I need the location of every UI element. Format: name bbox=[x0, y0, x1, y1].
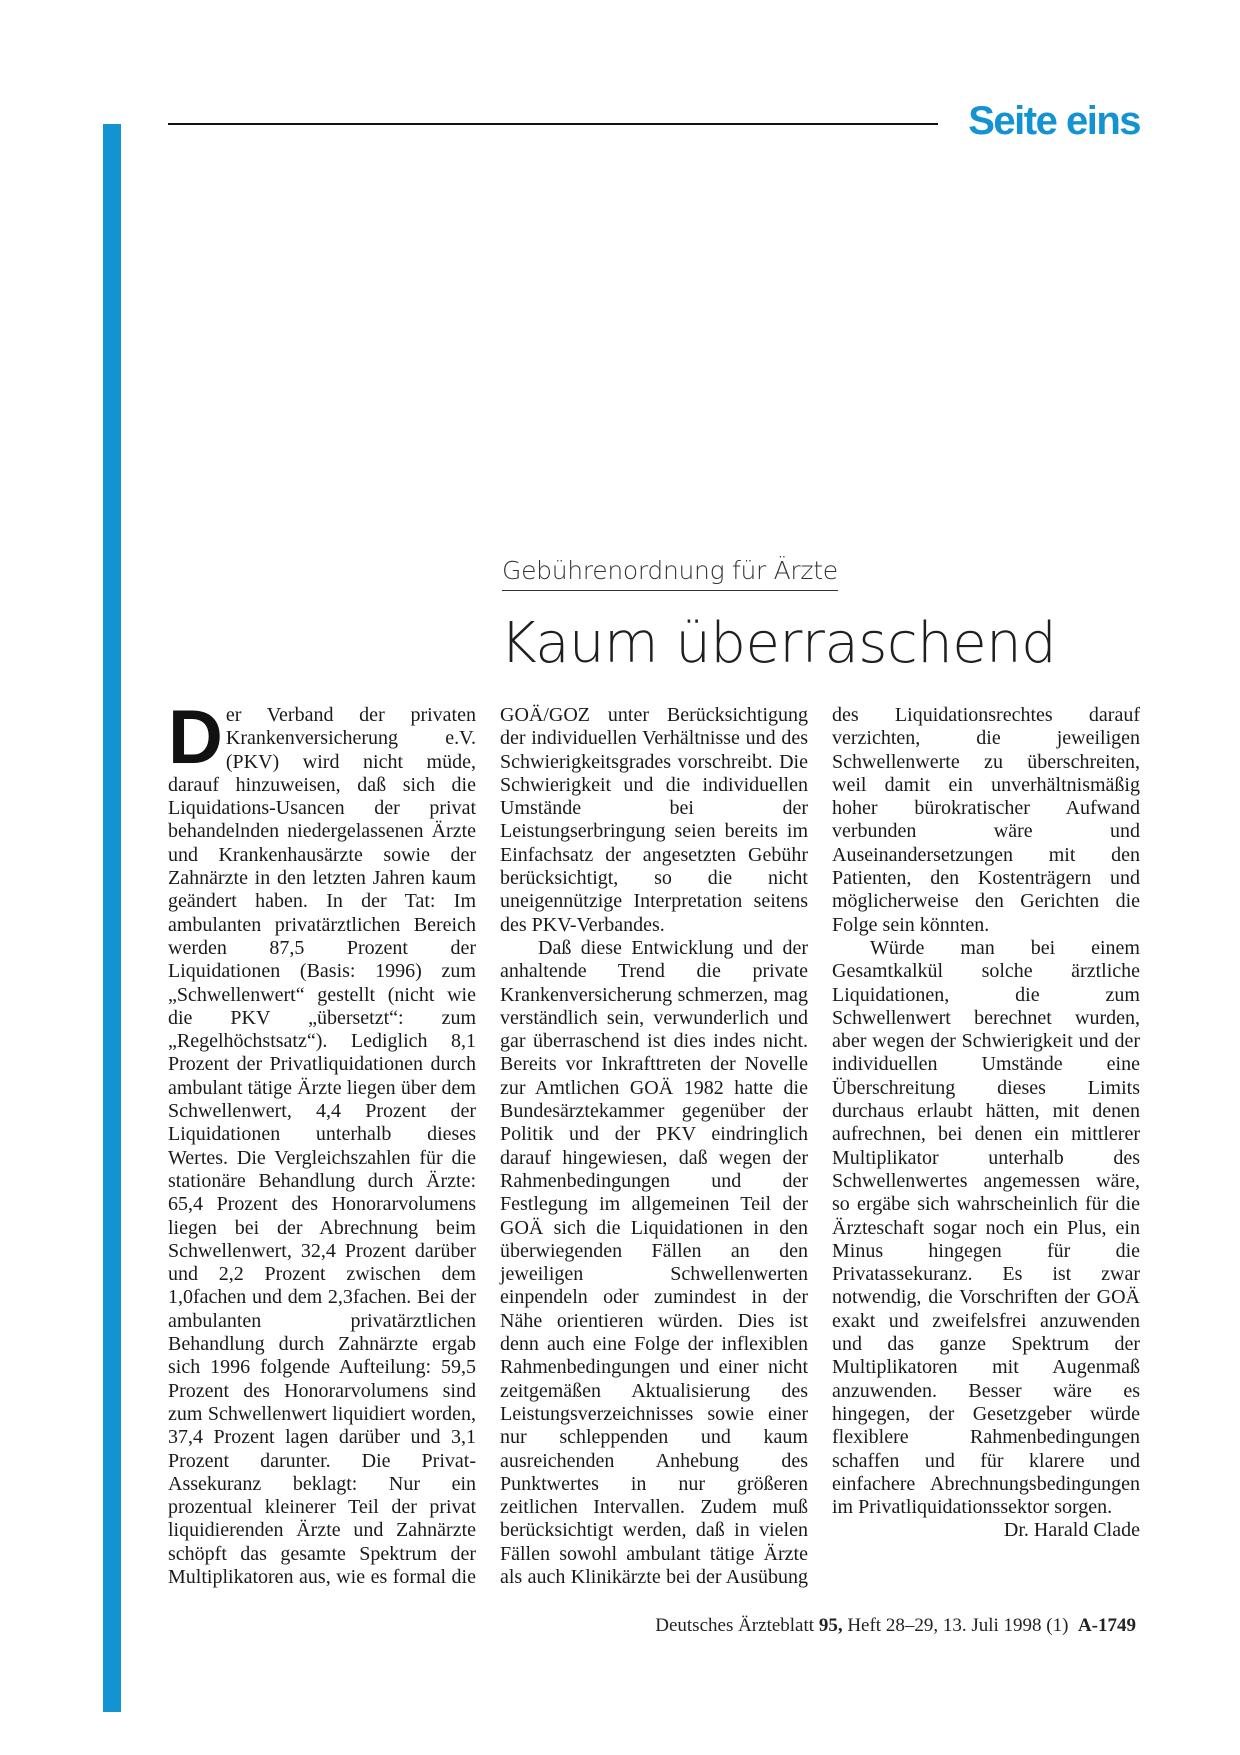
article-headline: Kaum überraschend bbox=[500, 611, 1057, 676]
article-body bbox=[168, 695, 1140, 1594]
journal-volume: 95, bbox=[818, 1615, 843, 1636]
drop-cap: D bbox=[168, 695, 221, 780]
paragraph-text: er Verband der privaten Krankenversicherung e.V. (PKV) wird nicht müde, darauf hinzuweisen, daß sich die Liquidations-Usancen der privat behandelnden niedergelassenen Ärzte und Krankenhausärzte sowie der Zahnärzte in den letzten Jahren kaum geändert haben. In der Tat: Im ambulanten privatärztlichen Bereich werden 87,5 Prozent der Liquidationen (Basis: 1996) zum „Schwellenwert“ gestellt (nicht wie die PKV „übersetzt“: zum „Regelhöchstsatz“). Lediglich 8,1 Prozent der Privatliquidationen durch ambulant tätige Ärzte liegen über dem Schwellenwert, 4,4 Prozent der Liquidationen unterhalb dieses Wertes. Die Vergleichszahlen für die stationäre Behandlung durch Ärzte: 65,4 Prozent des Honorarvolumens liegen bei der Abrechnung beim Schwellenwert, 32,4 Prozent darüber und 2,2 Prozent zwischen dem 1,0fachen und dem 2,3fachen. Bei der ambulanten privatärztlichen Behandlung durch Zahnärzte ergab sich 1996 folgende Aufteilung: 59,5 Prozent des Honorarvolumens sind zum Schwellenwert liquidiert worden, 37,4 Prozent lagen darüber und 3,1 Prozent darunter. Die Privat-Assekuranz beklagt: Nur ein prozentual kleinerer Teil der privat liquidierenden Ärzte und Zahnärzte schöpft das gesamte Spektrum der Multiplikatoren aus, wie es formal die GOÄ/GOZ unter Berücksichtigung der individuellen Verhältnisse und des Schwierigkeitsgrades vorschreibt. Die Schwierigkeit und die individuellen Umstände bei der Leistungserbringung seien bereits im Einfachsatz der angesetzten Gebühr berücksichtigt, so die nicht uneigennützige Interpretation seitens des PKV-Verbandes. bbox=[168, 704, 808, 1588]
section-label: Seite eins bbox=[968, 99, 1140, 143]
article-paragraph bbox=[832, 936, 1140, 1542]
accent-bar bbox=[103, 124, 121, 1712]
paragraph-text: Daß diese Entwicklung und der anhaltende Trend die private Krankenversicherung schmerzen, mag verständlich sein, verwunderlich und gar überraschend ist dies indes nicht. Bereits vor Inkrafttreten der Novelle zur Amtlichen GOÄ 1982 hatte die Bundesärztekammer gegenüber der Politik und der PKV eindringlich darauf hingewiesen, daß wegen der Rahmenbedingungen und der Festlegung im allgemeinen Teil der GOÄ sich die Liquidationen in den überwiegenden Fällen an den jeweiligen Schwellenwerten einpendeln oder zumindest in der Nähe orientieren würden. Dies ist denn auch eine Folge der inflexiblen Rahmenbedingungen und einer nicht zeitgemäßen Aktualisierung des Leistungsverzeichnisses sowie einer nur schleppenden und kaum ausreichenden Anhebung des Punktwertes in nur größeren zeitlichen Intervallen. Zudem muß berücksichtigt werden, daß in vielen Fällen sowohl ambulant tätige Ärzte als auch Klinikärzte bei der Ausübung des Liquidationsrechtes darauf verzichten, die jeweiligen Schwellenwerte zu überschreiten, weil damit ein unverhältnismäßig hoher bürokratischer Aufwand verbunden wäre und Auseinandersetzungen mit den Patienten, den Kostenträgern und möglicherweise den Gerichten die Folge sein könnten. bbox=[500, 704, 1140, 1588]
header-rule bbox=[168, 123, 938, 125]
page-footer bbox=[655, 1615, 1136, 1637]
article-kicker: Gebührenordnung für Ärzte bbox=[502, 556, 838, 591]
paragraph-text: Würde man bei einem Gesamtkalkül solche ärztliche Liquidationen, die zum Schwellenwert berechnet wurden, aber wegen der Schwierigkeit und der individuellen Umstände eine Überschreitung dieses Limits durchaus erlaubt hätten, mit denen aufrechnen, bei denen ein mittlerer Multiplikator unterhalb des Schwellenwertes angemessen wäre, so ergäbe sich wahrscheinlich für die Ärzteschaft sogar noch ein Plus, ein Minus hingegen für die Privatassekuranz. Es ist zwar notwendig, die Vorschriften der GOÄ exakt und zweifelsfrei anzuwenden und das ganze Spektrum der Multiplikatoren mit Augenmaß anzuwenden. Besser wäre es hingegen, der Gesetzgeber würde flexiblere Rahmenbedingungen schaffen und für klarere und einfachere Abrechnungsbedingungen im Privatliquidationssektor sorgen. bbox=[832, 936, 1140, 1519]
journal-name: Deutsches Ärzteblatt bbox=[655, 1615, 815, 1636]
journal-issue: Heft 28–29, 13. Juli 1998 (1) bbox=[847, 1615, 1069, 1636]
author-signature: Dr. Harald Clade bbox=[1003, 1519, 1140, 1542]
page-number: A-1749 bbox=[1077, 1615, 1136, 1636]
